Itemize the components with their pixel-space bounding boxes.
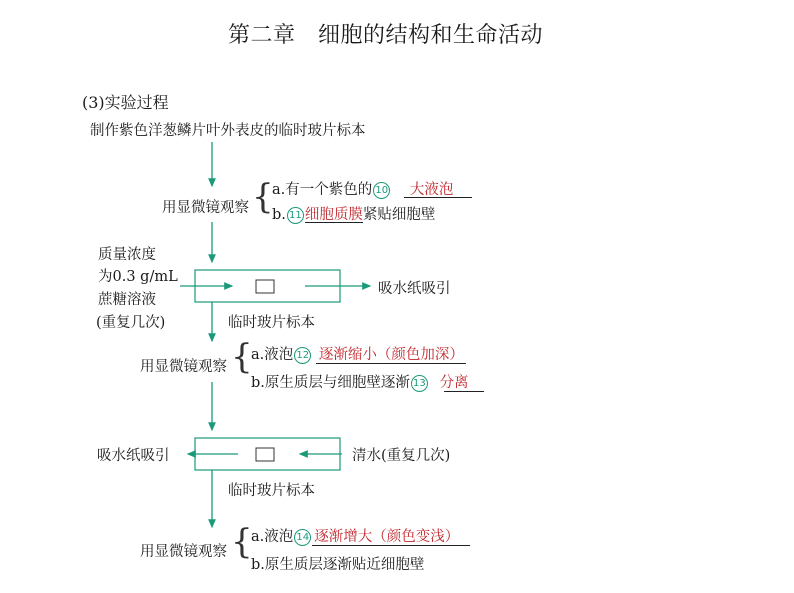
obs3-line-b: b.原生质层逐渐贴近细胞壁 [251, 557, 425, 573]
obs1-b-suffix: 紧贴细胞壁 [362, 207, 436, 223]
obs1-line-a [272, 178, 453, 199]
obs2-line-b [251, 371, 469, 392]
solution-line-1: 质量浓度 [98, 247, 156, 263]
obs2-b-answer: 分离 [439, 375, 469, 391]
coverslip-1 [256, 280, 274, 293]
obs3-a-num: 14 [294, 529, 311, 546]
slide-label-2: 临时玻片标本 [228, 483, 315, 499]
solution-line-4: (重复几次) [96, 315, 166, 331]
obs1-brace: { [252, 177, 274, 217]
obs1-label: 用显微镜观察 [162, 200, 249, 216]
obs3-a-underline [312, 545, 470, 546]
obs1-b-answer: 细胞质膜 [304, 207, 363, 223]
obs1-line-b [272, 203, 435, 224]
step-prepare-slide: 制作紫色洋葱鳞片叶外表皮的临时玻片标本 [90, 123, 366, 139]
obs3-a-answer: 逐渐增大（颜色变浅） [314, 529, 460, 545]
obs3-brace: { [231, 522, 253, 562]
absorb-paper-label-1: 吸水纸吸引 [378, 281, 451, 297]
slide-label-1: 临时玻片标本 [228, 315, 315, 331]
obs1-b-prefix: b. [272, 207, 286, 223]
obs1-b-underline [305, 222, 363, 223]
obs1-a-answer: 大液泡 [409, 182, 454, 198]
obs3-label: 用显微镜观察 [140, 544, 227, 560]
obs3-a-prefix: a.液泡 [251, 529, 294, 545]
section-heading: (3)实验过程 [82, 93, 169, 112]
water-label: 清水(重复几次) [352, 448, 451, 464]
solution-line-2: 为0.3 g/mL [98, 269, 178, 285]
obs1-a-underline [404, 197, 472, 198]
page-title: 第二章 细胞的结构和生命活动 [228, 23, 544, 48]
obs1-a-prefix: a.有一个紫色的 [272, 182, 373, 198]
obs2-b-num: 13 [411, 375, 428, 392]
obs2-line-a [251, 343, 464, 364]
obs3-line-a [251, 525, 459, 546]
solution-line-3: 蔗糖溶液 [98, 292, 156, 308]
coverslip-2 [256, 448, 274, 461]
obs1-a-num: 10 [373, 182, 390, 199]
obs2-a-underline [316, 363, 466, 364]
obs1-b-num: 11 [287, 207, 304, 224]
obs2-a-num: 12 [294, 347, 311, 364]
obs2-a-prefix: a.液泡 [251, 347, 294, 363]
obs2-b-prefix: b.原生质层与细胞壁逐渐 [251, 375, 410, 391]
obs2-brace: { [231, 337, 253, 377]
obs2-a-answer: 逐渐缩小（颜色加深） [318, 347, 464, 363]
absorb-paper-label-2: 吸水纸吸引 [97, 448, 170, 464]
obs2-label: 用显微镜观察 [140, 359, 227, 375]
obs2-b-underline [444, 391, 484, 392]
